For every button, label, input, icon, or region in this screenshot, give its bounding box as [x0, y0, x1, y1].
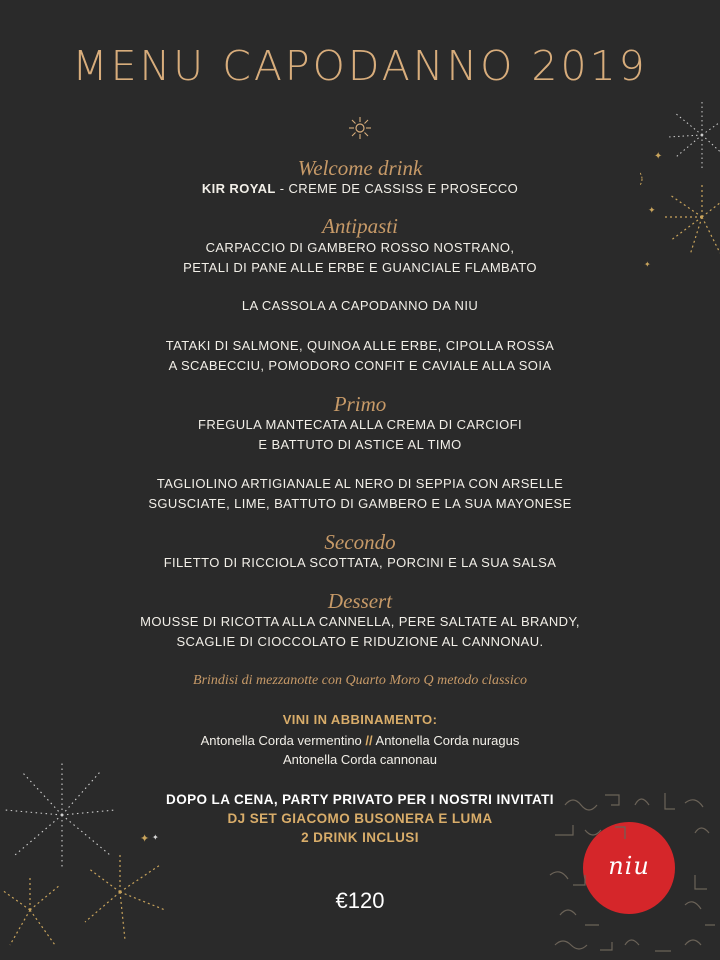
svg-text:✦: ✦: [648, 205, 656, 215]
secondo-line: FILETTO DI RICCIOLA SCOTTATA, PORCINI E LA SUA SALSA: [163, 555, 557, 570]
sun-ornament-icon: [348, 116, 372, 140]
primo-line: SGUSCIATE, LIME, BATTUTO DI GAMBERO E LA SUA MAYONESE: [148, 496, 572, 511]
fireworks-bottom-left-icon: [0, 760, 180, 960]
menu-title: MENU CAPODANNO 2019: [72, 42, 648, 90]
wine-vermentino: Antonella Corda vermentino: [200, 733, 366, 748]
logo-text: niu: [608, 852, 650, 880]
doodle-pattern-icon: [545, 775, 720, 960]
wine-nuragus: Antonella Corda nuragus: [372, 733, 520, 748]
dessert-line: SCAGLIE DI CIOCCOLATO E RIDUZIONE AL CANNONAU.: [176, 634, 544, 649]
welcome-drink-name: KIR ROYAL: [201, 181, 276, 196]
primo-line: E BATTUTO DI ASTICE AL TIMO: [258, 437, 462, 452]
wines-line: [0, 733, 720, 748]
dessert-line: MOUSSE DI RICOTTA ALLA CANNELLA, PERE SALTATE AL BRANDY,: [140, 614, 580, 629]
svg-text:✦: ✦: [654, 151, 663, 162]
wine-separator: //: [365, 733, 373, 748]
welcome-drink-line: [0, 181, 720, 196]
primo-line: TAGLIOLINO ARTIGIANALE AL NERO DI SEPPIA CON ARSELLE: [156, 476, 564, 491]
antipasti-line: A SCABECCIU, POMODORO CONFIT E CAVIALE ALLA SOIA: [168, 358, 552, 373]
section-title-secondo: Secondo: [324, 530, 396, 554]
primo-line: FREGULA MANTECATA ALLA CREMA DI CARCIOFI: [198, 417, 522, 432]
party-line: DOPO LA CENA, PARTY PRIVATO PER I NOSTRI INVITATI: [166, 792, 554, 807]
svg-text:✦: ✦: [140, 833, 150, 845]
section-title-antipasti: Antipasti: [322, 214, 398, 238]
dj-set-line: DJ SET GIACOMO BUSONERA E LUMA: [227, 811, 493, 826]
antipasti-line: TATAKI DI SALMONE, QUINOA ALLE ERBE, CIPOLLA ROSSA: [165, 338, 555, 353]
wine-cannonau: Antonella Corda cannonau: [283, 752, 437, 767]
section-title-primo: Primo: [333, 392, 387, 416]
antipasti-line: LA CASSOLA A CAPODANNO DA NIU: [241, 298, 479, 313]
fireworks-top-right-icon: [640, 95, 720, 285]
price: €120: [335, 888, 385, 913]
antipasti-line: CARPACCIO DI GAMBERO ROSSO NOSTRANO,: [205, 240, 515, 255]
drinks-included-line: 2 DRINK INCLUSI: [301, 830, 419, 845]
antipasti-line: PETALI DI PANE ALLE ERBE E GUANCIALE FLAMBATO: [183, 260, 537, 275]
midnight-toast: Brindisi di mezzanotte con Quarto Moro Q metodo classico: [193, 673, 527, 688]
section-title-welcome: Welcome drink: [297, 156, 423, 180]
svg-text:✦: ✦: [644, 260, 651, 269]
section-title-dessert: Dessert: [327, 589, 393, 613]
svg-text:✦: ✦: [152, 833, 159, 842]
welcome-drink-desc: - CREME DE CASSISS E PROSECCO: [275, 181, 519, 196]
wines-heading: VINI IN ABBINAMENTO:: [282, 712, 438, 727]
